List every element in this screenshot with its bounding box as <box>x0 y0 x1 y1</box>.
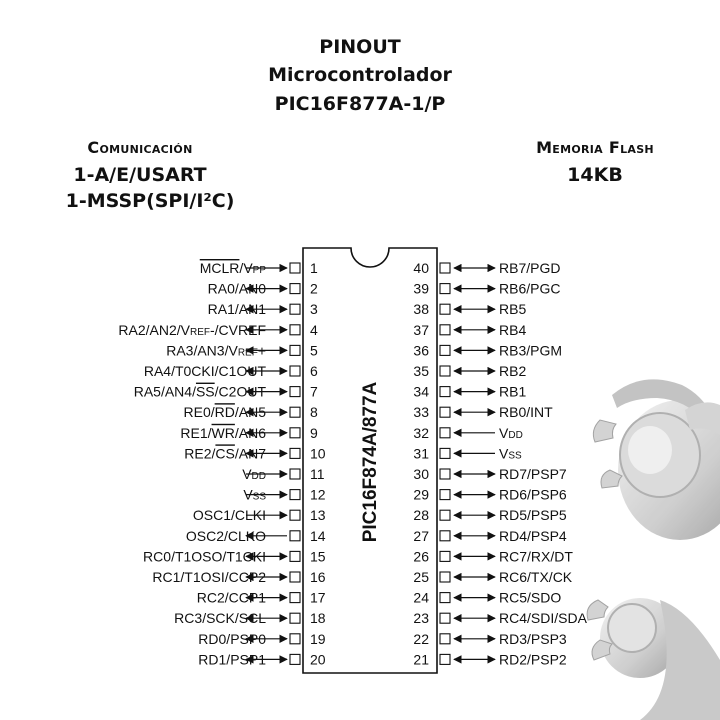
pin-pad <box>290 428 300 438</box>
pin-label-rb4: RB4 <box>499 321 527 338</box>
pin-number: 4 <box>310 321 318 338</box>
pin-number: 18 <box>310 610 326 627</box>
pin-number: 27 <box>413 527 429 544</box>
pin-label-rc5-sdo: RC5/SDO <box>499 589 562 606</box>
pin-label-rb6-pgc: RB6/PGC <box>499 280 561 297</box>
pin-number: 24 <box>413 589 429 606</box>
pin-pad <box>290 284 300 294</box>
pin-label-rb7-pgd: RB7/PGD <box>499 260 561 276</box>
pin-pad <box>440 490 450 500</box>
pin-label-rb0-int: RB0/INT <box>499 404 553 421</box>
right-pin-list <box>413 260 587 667</box>
pin-number: 14 <box>310 527 326 544</box>
pin-1 <box>200 260 318 276</box>
pin-number: 34 <box>413 383 429 400</box>
pin-label-rc6-tx-ck: RC6/TX/CK <box>499 569 573 585</box>
pin-pad <box>290 387 300 397</box>
pin-number: 40 <box>413 260 429 276</box>
pin-number: 15 <box>310 548 326 565</box>
pin-label-rd1-psp1: RD1/PSP1 <box>198 651 266 668</box>
pin-pad <box>290 593 300 603</box>
pin-label-rb3-pgm: RB3/PGM <box>499 342 563 359</box>
pin-number: 23 <box>413 610 429 627</box>
pin-label-ra0-an0: RA0/AN0 <box>207 280 266 297</box>
pin-pad <box>290 304 300 314</box>
pin-label-rc0-t1oso-t1cki: RC0/T1OSO/T1CKI <box>143 548 266 565</box>
pin-number: 30 <box>413 466 429 482</box>
pin-label-osc2-clko: OSC2/CLKO <box>185 527 266 544</box>
pin-number: 26 <box>413 548 429 565</box>
pin-pad <box>290 366 300 376</box>
pin-label-rb2: RB2 <box>499 363 527 379</box>
pin-label-ra5-an4-ss-c2out: RA5/AN4/SS/C2OUT <box>133 383 266 400</box>
pin-pad <box>440 510 450 520</box>
pin-pad <box>440 345 450 355</box>
pin-pad <box>440 654 450 664</box>
pin-label-rd7-psp7: RD7/PSP7 <box>499 466 567 482</box>
pin-number: 6 <box>310 363 318 379</box>
left-header-line-2: 1-A/E/USART <box>73 164 207 186</box>
pin-pad <box>440 613 450 623</box>
pin-12 <box>243 487 325 503</box>
pin-2 <box>208 281 318 297</box>
pin-pad <box>290 345 300 355</box>
pin-label-rc4-sdi-sda: RC4/SDI/SDA <box>499 610 587 627</box>
pin-6 <box>144 363 318 379</box>
pin-pad <box>290 572 300 582</box>
right-header-line-1: Memoria Flash <box>536 138 654 157</box>
pin-label-rb5: RB5 <box>499 301 527 318</box>
pin-pad <box>440 551 450 561</box>
pin-pad <box>440 531 450 541</box>
pin-label-ra1-an1: RA1/AN1 <box>207 301 266 318</box>
pin-pad <box>290 448 300 458</box>
pin-label-rc2-ccp1: RC2/CCP1 <box>196 589 266 606</box>
pin-label-rd3-psp3: RD3/PSP3 <box>499 630 567 647</box>
pin-pad <box>290 407 300 417</box>
pin-number: 3 <box>310 301 318 318</box>
pin-number: 31 <box>413 445 429 462</box>
pin-number: 28 <box>413 507 429 524</box>
pin-number: 37 <box>413 321 429 338</box>
pin-label-vdd: VDD <box>499 424 523 441</box>
pin-5 <box>166 342 318 358</box>
pin-pad <box>440 469 450 479</box>
pin-number: 13 <box>310 507 326 524</box>
title-line-3: PIC16F877A-1/P <box>274 93 446 115</box>
pin-number: 12 <box>310 486 326 503</box>
pin-pad <box>440 366 450 376</box>
chip-label: PIC16F874A/877A <box>360 381 381 543</box>
pin-7 <box>134 384 318 400</box>
pin-label-rc7-rx-dt: RC7/RX/DT <box>499 548 573 565</box>
pin-number: 7 <box>310 383 318 400</box>
pin-label-rd2-psp2: RD2/PSP2 <box>499 651 567 668</box>
pin-number: 5 <box>310 342 318 359</box>
pin-number: 22 <box>413 630 429 647</box>
pin-pad <box>290 510 300 520</box>
pin-pad <box>290 531 300 541</box>
pin-label-rc3-sck-scl: RC3/SCK/SCL <box>174 610 266 627</box>
pin-number: 32 <box>413 424 429 441</box>
pin-label-re1-wr-an6: RE1/WR/AN6 <box>180 424 266 441</box>
pin-pad <box>290 634 300 644</box>
pin-pad <box>290 490 300 500</box>
pin-label-vdd: VDD <box>242 466 266 482</box>
pin-label-vss: VSS <box>499 445 522 462</box>
pin-number: 11 <box>310 466 325 482</box>
pin-label-mclr-vpp: MCLR/VPP <box>199 260 266 276</box>
pin-number: 9 <box>310 424 318 441</box>
pin-pad <box>440 263 450 273</box>
pin-label-rd5-psp5: RD5/PSP5 <box>499 507 567 524</box>
pin-pad <box>440 304 450 314</box>
pin-label-rd0-psp0: RD0/PSP0 <box>198 630 266 647</box>
pin-number: 25 <box>413 569 429 585</box>
pin-label-rb1: RB1 <box>499 383 527 400</box>
title-line-1: PINOUT <box>319 36 401 58</box>
pin-pad <box>290 551 300 561</box>
pin-label-vss: VSS <box>243 486 266 503</box>
pin-pad <box>440 387 450 397</box>
pin-label-rc1-t1osi-ccp2: RC1/T1OSI/CCP2 <box>152 569 266 585</box>
pin-number: 33 <box>413 404 429 421</box>
pin-pad <box>290 654 300 664</box>
pin-label-rd6-psp6: RD6/PSP6 <box>499 486 567 503</box>
pin-23 <box>413 610 587 626</box>
pin-number: 39 <box>413 280 429 297</box>
pin-label-rd4-psp4: RD4/PSP4 <box>499 527 567 544</box>
pin-number: 29 <box>413 486 429 503</box>
pin-pad <box>440 593 450 603</box>
right-header-line-2: 14KB <box>567 164 623 186</box>
pin-number: 8 <box>310 404 318 421</box>
pin-pad <box>290 263 300 273</box>
pin-number: 36 <box>413 342 429 359</box>
pin-number: 19 <box>310 630 326 647</box>
pin-9 <box>180 425 318 441</box>
pin-number: 10 <box>310 445 326 462</box>
pin-label-re2-cs-an7: RE2/CS/AN7 <box>184 445 266 462</box>
pin-label-osc1-clki: OSC1/CLKI <box>192 507 266 524</box>
pin-number: 21 <box>413 651 429 668</box>
pin-15 <box>143 548 326 564</box>
pin-11 <box>242 466 325 482</box>
pin-number: 1 <box>310 260 318 276</box>
pin-16 <box>152 569 325 585</box>
pin-number: 2 <box>310 280 318 297</box>
pin-3 <box>208 301 318 317</box>
pin-label-ra2-an2-vref-cvref: RA2/AN2/VREF-/CVREF <box>118 321 266 338</box>
pin-number: 38 <box>413 301 429 318</box>
pin-label-re0-rd-an5: RE0/RD/AN5 <box>183 404 266 421</box>
pin-pad <box>440 284 450 294</box>
pin-pad <box>440 407 450 417</box>
pin-pad <box>440 448 450 458</box>
pin-number: 35 <box>413 363 429 379</box>
pin-number: 20 <box>310 651 326 668</box>
robot-mascot-icon <box>587 379 720 720</box>
pin-pad <box>440 634 450 644</box>
left-header-line-3: 1-MSSP(SPI/I²C) <box>65 190 235 212</box>
left-pin-list <box>118 260 325 667</box>
pin-number: 16 <box>310 569 326 585</box>
pin-number: 17 <box>310 589 326 606</box>
pin-4 <box>118 322 318 338</box>
pin-pad <box>290 613 300 623</box>
pin-pad <box>290 469 300 479</box>
pin-pad <box>290 325 300 335</box>
title-line-2: Microcontrolador <box>268 64 452 86</box>
pin-pad <box>440 325 450 335</box>
pin-label-ra4-t0cki-c1out: RA4/T0CKI/C1OUT <box>143 363 266 379</box>
pin-8 <box>184 404 318 420</box>
pin-pad <box>440 428 450 438</box>
pin-pad <box>440 572 450 582</box>
pin-label-ra3-an3-vref: RA3/AN3/VREF+ <box>166 342 266 359</box>
left-header-line-1: Comunicación <box>87 138 193 157</box>
